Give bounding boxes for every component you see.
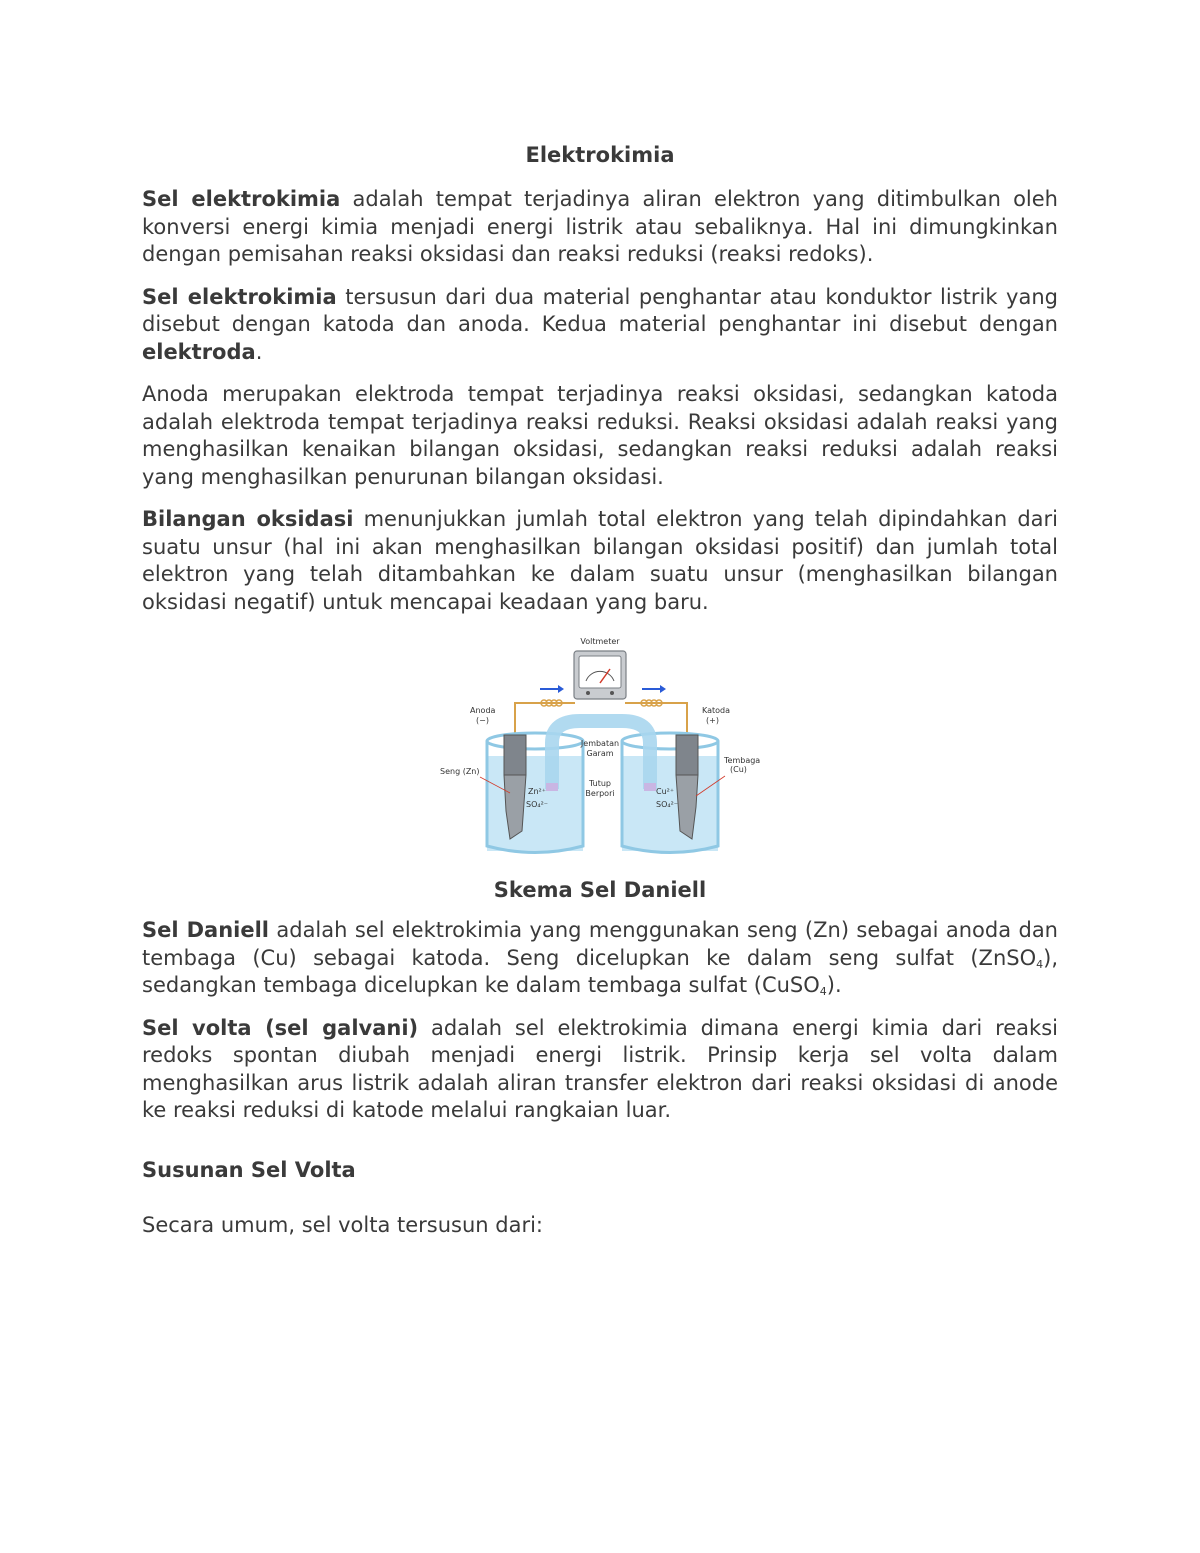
paragraph-sel-volta (142, 1015, 1058, 1125)
paragraph-text: Anoda merupakan elektroda tempat terjadinya reaksi oksidasi, sedangkan katoda adalah elektroda tempat terjadinya reaksi reduksi. Reaksi oksidasi adalah reaksi yang menghasilkan kenaikan bilangan oksidasi, sedangkan reaksi reduksi adalah reaksi yang menghasilkan penurunan bilangan oksidasi. (142, 382, 1058, 489)
term-sel-elektrokimia: Sel elektrokimia (142, 284, 337, 309)
paragraph-elektroda (142, 284, 1058, 367)
label-tembaga-cu: (Cu) (730, 765, 747, 774)
daniell-cell-diagram (440, 631, 760, 861)
label-voltmeter: Voltmeter (580, 637, 620, 646)
label-so4-left: SO₄²⁻ (526, 800, 549, 809)
paragraph-text: adalah tempat terjadinya aliran elektron yang ditimbulkan oleh konversi energi kimia menjadi energi listrik atau sebaliknya. Hal ini dimungkinkan dengan pemisahan reaksi oksidasi dan reaksi reduksi (reaksi redoks). (142, 187, 1058, 266)
label-cu-ion: Cu²⁺ (656, 787, 675, 796)
paragraph-text: ), sedangkan tembaga dicelupkan ke dalam tembaga sulfat (CuSO (142, 945, 1058, 997)
label-so4-right: SO₄²⁻ (656, 800, 679, 809)
arrow-right-icon (642, 685, 666, 693)
document-page (142, 140, 1058, 1240)
label-berpori: Berpori (585, 789, 615, 798)
term-sel-elektrokimia: Sel elektrokimia (142, 187, 341, 211)
label-seng: Seng (Zn) (440, 767, 480, 776)
figure-caption: Skema Sel Daniell (493, 878, 707, 902)
paragraph-text: ). (826, 973, 842, 997)
document-title: Elektrokimia (525, 143, 675, 167)
label-garam: Garam (586, 749, 614, 758)
porous-cap-right (644, 783, 656, 791)
porous-cap-left (546, 783, 558, 791)
term-sel-daniell: Sel Daniell (142, 918, 269, 942)
paragraph-bilangan-oksidasi (142, 506, 1058, 616)
label-tembaga: Tembaga (724, 756, 760, 765)
term-sel-volta: Sel volta (sel galvani) (142, 1015, 419, 1040)
label-jembatan: Jembatan (580, 739, 620, 748)
paragraph-anoda-katoda (142, 381, 1058, 491)
label-zn-ion: Zn²⁺ (528, 787, 546, 796)
label-tutup: Tutup (588, 779, 612, 788)
label-katoda: Katoda (702, 706, 731, 715)
subscript: 4 (1036, 957, 1044, 971)
arrow-left-icon (540, 685, 564, 693)
label-anoda: Anoda (470, 706, 496, 715)
term-elektroda: elektroda (142, 339, 256, 364)
label-anoda-sign: (−) (476, 716, 489, 725)
term-bilangan-oksidasi: Bilangan oksidasi (142, 507, 354, 531)
paragraph-intro-list: Secara umum, sel volta tersusun dari: (142, 1212, 543, 1237)
paragraph-text: . (255, 339, 263, 364)
paragraph-text: adalah sel elektrokimia yang menggunakan seng (Zn) sebagai anoda dan tembaga (Cu) sebagai katoda. Seng dicelupkan ke dalam seng sulfat (ZnSO (142, 918, 1058, 970)
paragraph-text: menunjukkan jumlah total elektron yang telah dipindahkan dari suatu unsur (hal ini akan menghasilkan bilangan oksidasi positif) dan jumlah total elektron yang telah ditambahkan ke dalam suatu unsur (menghasilkan bilangan oksidasi negatif) untuk mencapai keadaan yang baru. (142, 507, 1058, 614)
paragraph-text: adalah sel elektrokimia dimana energi kimia dari reaksi redoks spontan diubah menjadi energi listrik. Prinsip kerja sel volta dalam menghasilkan arus listrik adalah aliran transfer elektron dari reaksi oksidasi di anode ke reaksi reduksi di katode melalui rangkaian luar. (142, 1015, 1058, 1122)
paragraph-sel-daniell (142, 917, 1058, 1000)
paragraph-text: tersusun dari dua material penghantar atau konduktor listrik yang disebut dengan katoda dan anoda. Kedua material penghantar ini disebut dengan (142, 284, 1058, 336)
subscript: 4 (819, 985, 827, 998)
cu-electrode-top (676, 735, 698, 775)
section-heading: Susunan Sel Volta (142, 1157, 356, 1182)
paragraph-sel-elektrokimia (142, 186, 1058, 269)
zn-electrode-top (504, 735, 526, 775)
label-katoda-sign: (+) (706, 716, 719, 725)
voltmeter-icon (574, 651, 626, 699)
